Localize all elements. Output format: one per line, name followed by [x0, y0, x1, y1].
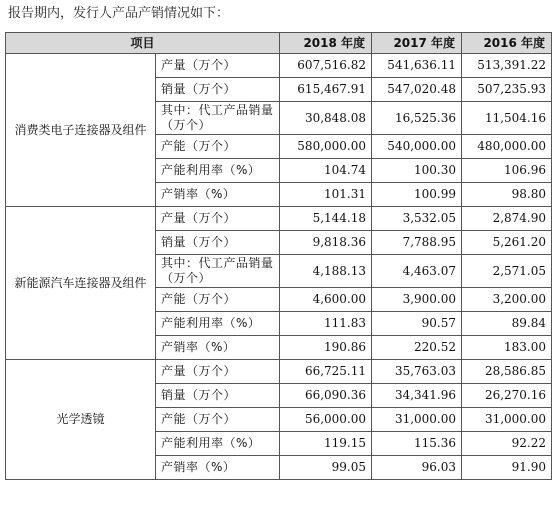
category-cell: 新能源汽车连接器及组件 — [6, 207, 156, 360]
row-label: 产量（万个） — [156, 360, 280, 384]
value-cell: 5,261.20 — [462, 231, 552, 255]
value-cell: 106.96 — [462, 159, 552, 183]
value-cell: 4,600.00 — [280, 288, 372, 312]
value-cell: 190.86 — [280, 336, 372, 360]
value-cell: 11,504.16 — [462, 102, 552, 135]
value-cell: 7,788.95 — [372, 231, 462, 255]
value-cell: 16,525.36 — [372, 102, 462, 135]
table-body — [6, 54, 552, 480]
row-label: 产量（万个） — [156, 207, 280, 231]
value-cell: 183.00 — [462, 336, 552, 360]
row-label: 销量（万个） — [156, 231, 280, 255]
value-cell: 220.52 — [372, 336, 462, 360]
header-item: 项目 — [6, 33, 280, 54]
intro-text: 报告期内，发行人产品产销情况如下： — [8, 6, 230, 21]
value-cell: 104.74 — [280, 159, 372, 183]
value-cell: 100.99 — [372, 183, 462, 207]
row-label: 产能利用率（%） — [156, 432, 280, 456]
value-cell: 98.80 — [462, 183, 552, 207]
value-cell: 66,725.11 — [280, 360, 372, 384]
header-2016: 2016 年度 — [462, 33, 552, 54]
value-cell: 507,235.93 — [462, 78, 552, 102]
value-cell: 56,000.00 — [280, 408, 372, 432]
row-label: 其中：代工产品销量（万个） — [156, 255, 280, 288]
value-cell: 92.22 — [462, 432, 552, 456]
value-cell: 3,900.00 — [372, 288, 462, 312]
value-cell: 480,000.00 — [462, 135, 552, 159]
value-cell: 89.84 — [462, 312, 552, 336]
value-cell: 101.31 — [280, 183, 372, 207]
value-cell: 26,270.16 — [462, 384, 552, 408]
row-label: 产能（万个） — [156, 288, 280, 312]
row-label: 产能利用率（%） — [156, 312, 280, 336]
row-label: 产能（万个） — [156, 135, 280, 159]
row-label: 其中：代工产品销量（万个） — [156, 102, 280, 135]
value-cell: 580,000.00 — [280, 135, 372, 159]
table-header-row — [6, 33, 552, 54]
value-cell: 31,000.00 — [462, 408, 552, 432]
table-row — [6, 54, 552, 78]
value-cell: 90.57 — [372, 312, 462, 336]
header-2017: 2017 年度 — [372, 33, 462, 54]
header-2018: 2018 年度 — [280, 33, 372, 54]
value-cell: 540,000.00 — [372, 135, 462, 159]
row-label: 产能利用率（%） — [156, 159, 280, 183]
row-label: 产销率（%） — [156, 336, 280, 360]
value-cell: 99.05 — [280, 456, 372, 480]
value-cell: 615,467.91 — [280, 78, 372, 102]
value-cell: 3,532.05 — [372, 207, 462, 231]
production-sales-table — [5, 32, 552, 480]
value-cell: 5,144.18 — [280, 207, 372, 231]
value-cell: 4,463.07 — [372, 255, 462, 288]
value-cell: 111.83 — [280, 312, 372, 336]
row-label: 销量（万个） — [156, 384, 280, 408]
value-cell: 607,516.82 — [280, 54, 372, 78]
value-cell: 115.36 — [372, 432, 462, 456]
value-cell: 96.03 — [372, 456, 462, 480]
category-cell: 消费类电子连接器及组件 — [6, 54, 156, 207]
row-label: 销量（万个） — [156, 78, 280, 102]
value-cell: 9,818.36 — [280, 231, 372, 255]
value-cell: 4,188.13 — [280, 255, 372, 288]
value-cell: 91.90 — [462, 456, 552, 480]
table-row — [6, 207, 552, 231]
value-cell: 513,391.22 — [462, 54, 552, 78]
row-label: 产能（万个） — [156, 408, 280, 432]
value-cell: 35,763.03 — [372, 360, 462, 384]
table-row — [6, 360, 552, 384]
value-cell: 119.15 — [280, 432, 372, 456]
value-cell: 2,874.90 — [462, 207, 552, 231]
value-cell: 66,090.36 — [280, 384, 372, 408]
value-cell: 30,848.08 — [280, 102, 372, 135]
value-cell: 100.30 — [372, 159, 462, 183]
row-label: 产量（万个） — [156, 54, 280, 78]
category-cell: 光学透镜 — [6, 360, 156, 480]
value-cell: 34,341.96 — [372, 384, 462, 408]
row-label: 产销率（%） — [156, 183, 280, 207]
value-cell: 541,636.11 — [372, 54, 462, 78]
value-cell: 2,571.05 — [462, 255, 552, 288]
value-cell: 547,020.48 — [372, 78, 462, 102]
row-label: 产销率（%） — [156, 456, 280, 480]
value-cell: 28,586.85 — [462, 360, 552, 384]
value-cell: 31,000.00 — [372, 408, 462, 432]
value-cell: 3,200.00 — [462, 288, 552, 312]
